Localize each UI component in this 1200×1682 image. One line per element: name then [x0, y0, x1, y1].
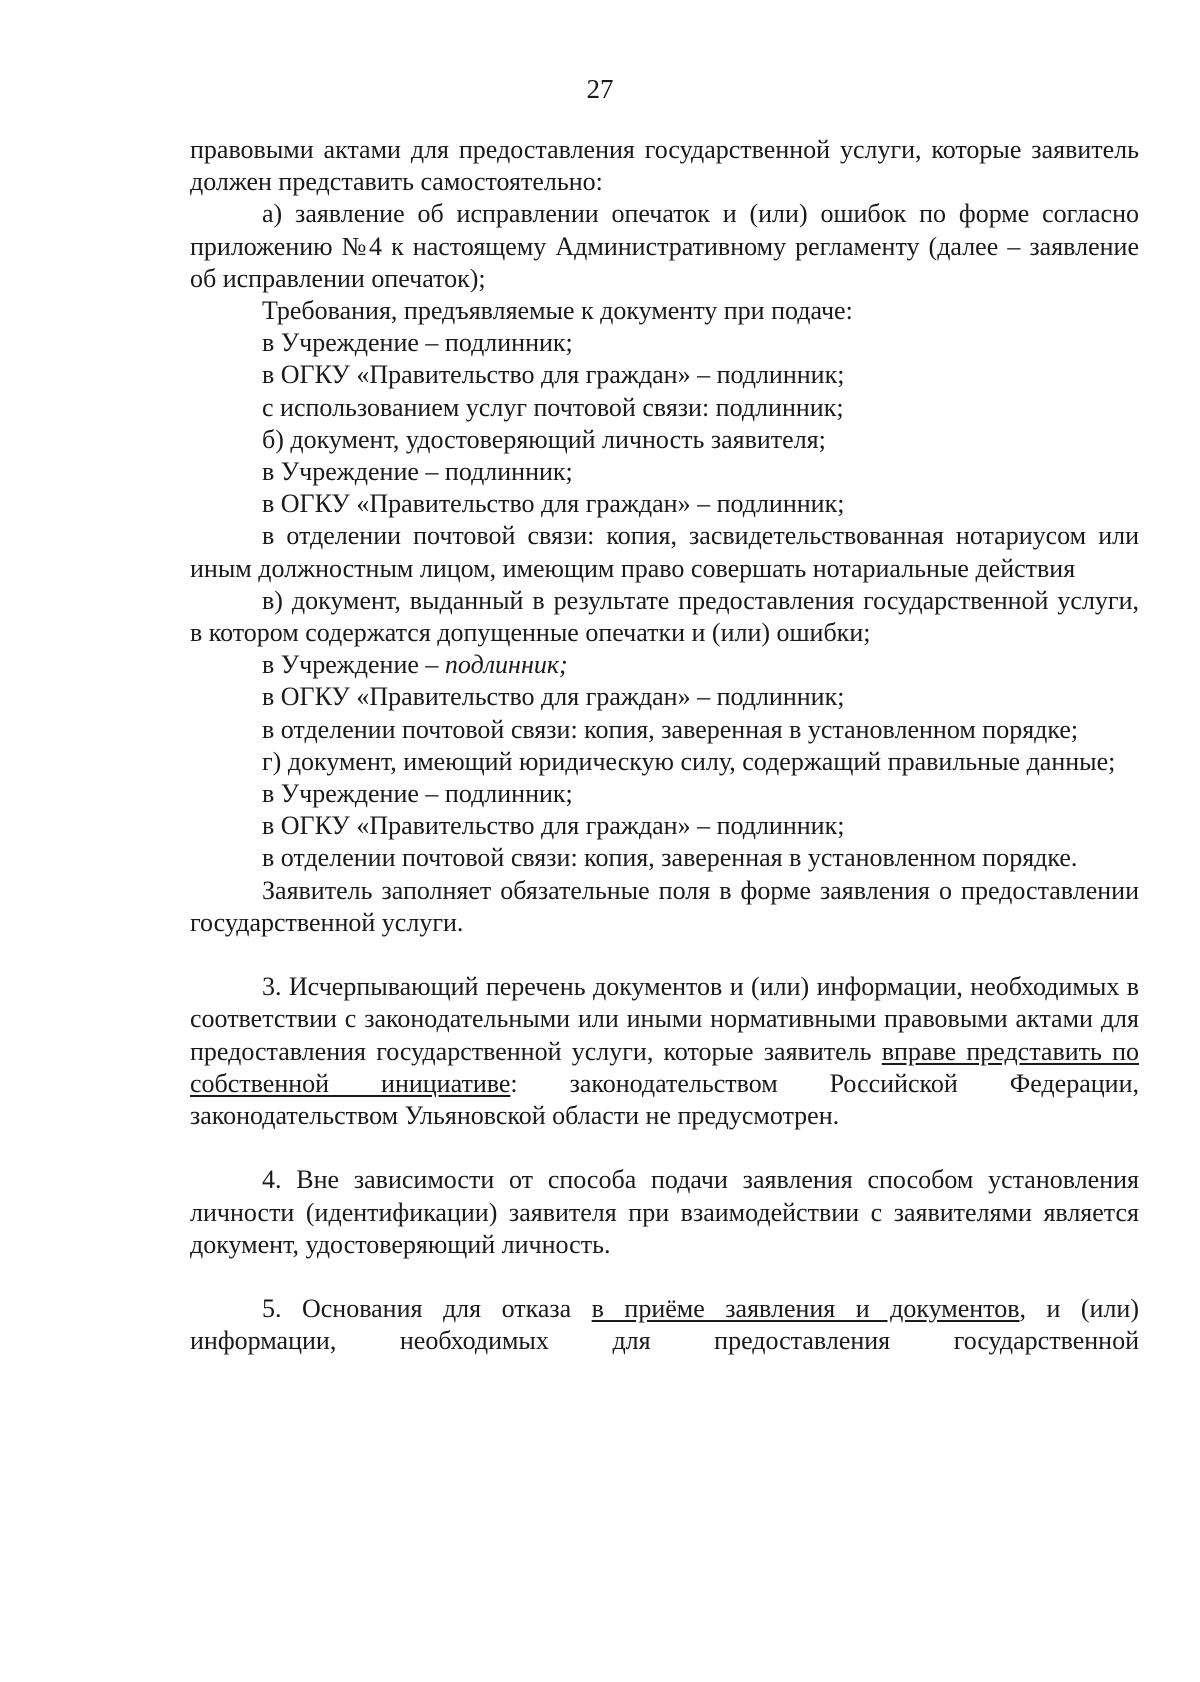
spacer — [190, 1132, 1139, 1164]
item-v-institution-original: подлинник; — [444, 650, 568, 680]
item-v-post: в отделении почтовой связи: копия, заверенная в установленном порядке; — [262, 714, 1079, 744]
section-5-text: 5. Основания для отказа — [262, 1294, 592, 1324]
spacer — [190, 939, 1139, 971]
item-g: г) документ, имеющий юридическую силу, содержащий правильные данные; — [262, 746, 1116, 776]
section-3-text: 3. Исчерпывающий перечень документов и (или) информации, необходимых в соответствии с законодательными или иными нормативными правовыми актами для предоставления государственной услуги, которые заявитель — [190, 972, 1139, 1066]
section-5-end: , и (или) информации, необходимых для предоставления государственной — [190, 1294, 1139, 1356]
item-g-ogku: в ОГКУ «Правительство для граждан» – подлинник; — [262, 811, 845, 841]
item-a-ogku: в ОГКУ «Правительство для граждан» – подлинник; — [262, 360, 845, 390]
requirements-heading: Требования, предъявляемые к документу при подаче: — [262, 296, 853, 326]
page-number: 27 — [586, 74, 614, 104]
item-v-ogku: в ОГКУ «Правительство для граждан» – подлинник; — [262, 682, 845, 712]
spacer — [190, 1261, 1139, 1293]
item-a-post: с использованием услуг почтовой связи: подлинник; — [262, 392, 844, 422]
item-v: в) документ, выданный в результате предоставления государственной услуги, в котором содержатся допущенные опечатки и (или) ошибки; — [190, 585, 1139, 648]
section-3-underlined: вправе представить по собственной инициативе — [190, 1036, 1139, 1098]
item-g-post: в отделении почтовой связи: копия, заверенная в установленном порядке. — [262, 843, 1078, 873]
item-g-institution: в Учреждение – подлинник; — [262, 779, 573, 809]
document-body — [190, 134, 1139, 1358]
item-v-institution — [190, 649, 1139, 681]
section-5-underlined: в приёме заявления и документов — [591, 1294, 1020, 1324]
fill-fields-paragraph: Заявитель заполняет обязательные поля в форме заявления о предоставлении государственной услуги. — [190, 875, 1139, 937]
item-a: а) заявление об исправлении опечаток и (или) ошибок по форме согласно приложению №4 к настоящему Административному регламенту (далее – заявление об исправлении опечаток); — [190, 199, 1139, 293]
paragraph-intro: правовыми актами для предоставления государственной услуги, которые заявитель должен представить самостоятельно: — [190, 135, 1139, 197]
section-3-end: : законодательством Российской Федерации, законодательством Ульяновской области не предусмотрен. — [190, 1068, 1139, 1131]
item-b-post: в отделении почтовой связи: копия, засвидетельствованная нотариусом или иным должностным лицом, имеющим право совершать нотариальные действия — [190, 521, 1139, 583]
item-a-institution: в Учреждение – подлинник; — [262, 328, 573, 358]
section-5 — [190, 1293, 1139, 1357]
item-b: б) документ, удостоверяющий личность заявителя; — [262, 424, 826, 454]
item-b-ogku: в ОГКУ «Правительство для граждан» – подлинник; — [262, 489, 845, 519]
item-v-institution-prefix: в Учреждение – — [262, 650, 445, 680]
section-4: 4. Вне зависимости от способа подачи заявления способом установления личности (идентификации) заявителя при взаимодействии с заявителями является документ, удостоверяющий личность. — [190, 1165, 1139, 1259]
section-3 — [190, 971, 1139, 1132]
item-b-institution: в Учреждение – подлинник; — [262, 457, 573, 487]
